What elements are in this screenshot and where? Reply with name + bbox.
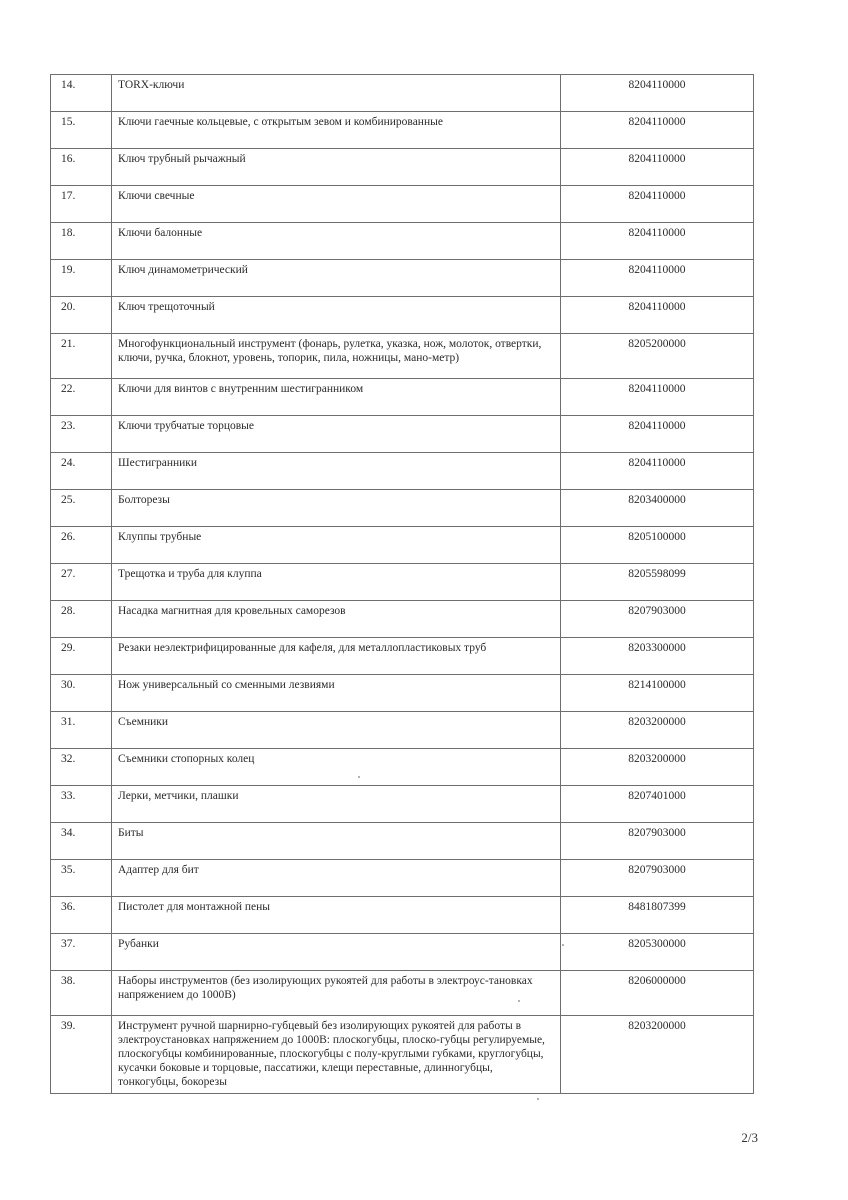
row-number: 30. [51, 675, 112, 712]
item-name: Ключи гаечные кольцевые, с открытым зевом и комбинированные [112, 112, 561, 149]
scan-speck [518, 1000, 520, 1002]
table-row [51, 297, 754, 334]
item-name: Ключ трубный рычажный [112, 149, 561, 186]
row-number: 21. [51, 334, 112, 379]
item-name: Съемники [112, 712, 561, 749]
item-name: Биты [112, 823, 561, 860]
table-row [51, 712, 754, 749]
table-row [51, 749, 754, 786]
table-row [51, 860, 754, 897]
item-code: 8203200000 [561, 712, 754, 749]
item-name: Многофункциональный инструмент (фонарь, рулетка, указка, нож, молоток, отвертки, ключи, ручка, блокнот, уровень, топорик, пила, ножницы, мано-метр) [112, 334, 561, 379]
row-number: 33. [51, 786, 112, 823]
row-number: 38. [51, 971, 112, 1016]
row-number: 27. [51, 564, 112, 601]
table-row [51, 112, 754, 149]
row-number: 16. [51, 149, 112, 186]
row-number: 25. [51, 490, 112, 527]
table-row [51, 186, 754, 223]
item-code: 8203200000 [561, 749, 754, 786]
table-row [51, 260, 754, 297]
item-code: 8204110000 [561, 453, 754, 490]
item-code: 8206000000 [561, 971, 754, 1016]
item-code: 8204110000 [561, 379, 754, 416]
table-row [51, 223, 754, 260]
scan-speck [358, 776, 360, 778]
table-row [51, 149, 754, 186]
item-name: Нож универсальный со сменными лезвиями [112, 675, 561, 712]
row-number: 26. [51, 527, 112, 564]
item-code: 8207903000 [561, 601, 754, 638]
item-code: 8207903000 [561, 823, 754, 860]
table-row [51, 601, 754, 638]
row-number: 14. [51, 75, 112, 112]
row-number: 35. [51, 860, 112, 897]
item-code: 8204110000 [561, 260, 754, 297]
item-code: 8205200000 [561, 334, 754, 379]
row-number: 36. [51, 897, 112, 934]
item-name: Ключ динамометрический [112, 260, 561, 297]
page-number: 2/3 [741, 1130, 758, 1145]
item-code: 8204110000 [561, 416, 754, 453]
row-number: 17. [51, 186, 112, 223]
item-code: 8207903000 [561, 860, 754, 897]
scan-speck [562, 944, 564, 946]
item-name: Шестигранники [112, 453, 561, 490]
item-name: Ключ трещоточный [112, 297, 561, 334]
item-code: 8205598099 [561, 564, 754, 601]
table-row [51, 823, 754, 860]
row-number: 18. [51, 223, 112, 260]
row-number: 37. [51, 934, 112, 971]
table-row [51, 638, 754, 675]
row-number: 39. [51, 1016, 112, 1094]
item-name: Клуппы трубные [112, 527, 561, 564]
item-name: TORX-ключи [112, 75, 561, 112]
scan-speck [537, 1098, 539, 1100]
row-number: 22. [51, 379, 112, 416]
item-name: Наборы инструментов (без изолирующих рукоятей для работы в электроус-тановках напряжением до 1000В) [112, 971, 561, 1016]
item-name: Ключи для винтов с внутренним шестигранником [112, 379, 561, 416]
item-name: Инструмент ручной шарнирно-губцевый без изолирующих рукоятей для работы в электроустановках напряжением до 1000В: плоскогубцы, плоско-губцы регулируемые, плоскогубцы комбинированные, плоскогубцы с полу-круглыми губками, круглогубцы, кусачки боковые и торцовые, пассатижи, клещи переставные, длинногубцы, тонкогубцы, бокорезы [112, 1016, 561, 1094]
item-name: Рубанки [112, 934, 561, 971]
item-name: Съемники стопорных колец [112, 749, 561, 786]
item-name: Трещотка и труба для клуппа [112, 564, 561, 601]
item-code: 8204110000 [561, 186, 754, 223]
table-row [51, 1016, 754, 1094]
item-code: 8203400000 [561, 490, 754, 527]
item-code: 8204110000 [561, 223, 754, 260]
table-row [51, 334, 754, 379]
item-code: 8205100000 [561, 527, 754, 564]
item-name: Болторезы [112, 490, 561, 527]
table-row [51, 934, 754, 971]
row-number: 28. [51, 601, 112, 638]
table-row [51, 453, 754, 490]
row-number: 24. [51, 453, 112, 490]
item-name: Ключи балонные [112, 223, 561, 260]
table-row [51, 416, 754, 453]
item-name: Ключи трубчатые торцовые [112, 416, 561, 453]
table-row [51, 564, 754, 601]
item-name: Ключи свечные [112, 186, 561, 223]
row-number: 31. [51, 712, 112, 749]
item-code: 8204110000 [561, 75, 754, 112]
table-row [51, 490, 754, 527]
row-number: 19. [51, 260, 112, 297]
row-number: 20. [51, 297, 112, 334]
item-code: 8205300000 [561, 934, 754, 971]
item-name: Адаптер для бит [112, 860, 561, 897]
item-code: 8481807399 [561, 897, 754, 934]
table-row [51, 675, 754, 712]
item-code: 8203300000 [561, 638, 754, 675]
table-row [51, 897, 754, 934]
table-body [51, 75, 754, 1094]
item-name: Резаки неэлектрифицированные для кафеля, для металлопластиковых труб [112, 638, 561, 675]
table-row [51, 75, 754, 112]
item-code: 8214100000 [561, 675, 754, 712]
item-code: 8204110000 [561, 149, 754, 186]
item-code: 8204110000 [561, 112, 754, 149]
row-number: 32. [51, 749, 112, 786]
item-name: Насадка магнитная для кровельных саморезов [112, 601, 561, 638]
item-code: 8204110000 [561, 297, 754, 334]
item-name: Лерки, метчики, плашки [112, 786, 561, 823]
table-row [51, 527, 754, 564]
table-row [51, 786, 754, 823]
row-number: 34. [51, 823, 112, 860]
row-number: 15. [51, 112, 112, 149]
table-row [51, 379, 754, 416]
table-row [51, 971, 754, 1016]
product-code-table [50, 74, 754, 1094]
item-name: Пистолет для монтажной пены [112, 897, 561, 934]
row-number: 23. [51, 416, 112, 453]
row-number: 29. [51, 638, 112, 675]
item-code: 8207401000 [561, 786, 754, 823]
item-code: 8203200000 [561, 1016, 754, 1094]
